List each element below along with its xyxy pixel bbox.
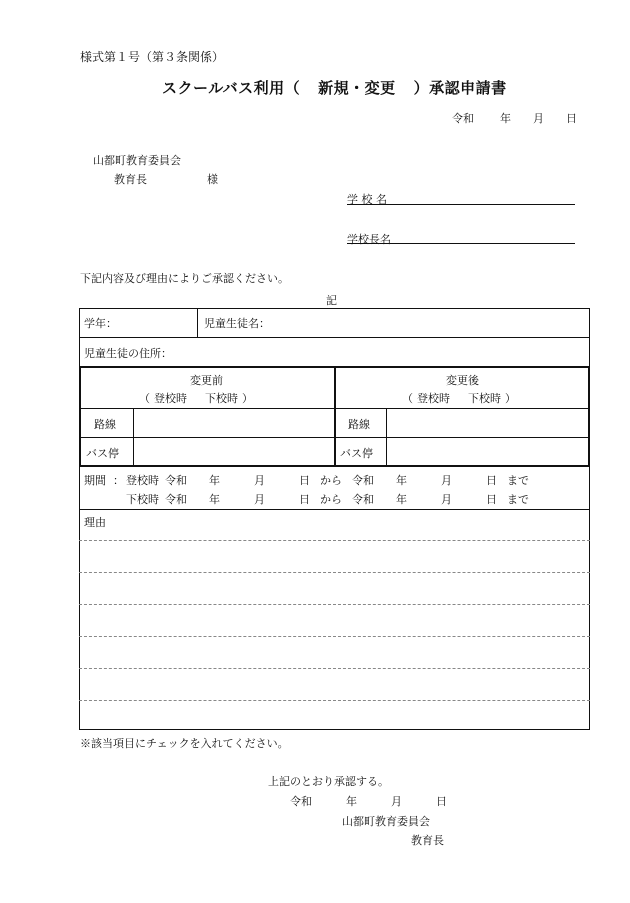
period-day-end: 日 — [486, 493, 497, 506]
application-date — [452, 110, 577, 126]
after-subheading — [402, 390, 516, 406]
period-until: まで — [507, 474, 529, 487]
grade-label: 学年： — [84, 317, 117, 330]
before-stop-field[interactable] — [136, 439, 331, 464]
approval-era: 令和 — [290, 795, 312, 808]
student-name-field[interactable] — [275, 310, 585, 335]
col-divider — [197, 308, 198, 337]
after-sub-close: ） — [505, 392, 516, 405]
period-row-leave — [126, 491, 529, 507]
before-sub-open: （ — [139, 392, 150, 405]
period-year: 年 — [209, 493, 220, 506]
reason-line — [79, 668, 590, 669]
reason-line — [79, 636, 590, 637]
reason-field[interactable] — [82, 530, 587, 726]
period-from: から — [320, 474, 342, 487]
reason-line — [79, 700, 590, 701]
note-text: ※該当項目にチェックを入れてください。 — [80, 737, 289, 750]
date-month: 月 — [533, 112, 544, 125]
reason-line — [79, 604, 590, 605]
date-year: 年 — [500, 112, 511, 125]
grade-field[interactable] — [125, 310, 195, 335]
approval-org: 山都町教育委員会 — [342, 815, 430, 828]
before-route-label: 路線 — [94, 418, 116, 431]
period-from: から — [320, 493, 342, 506]
period-era: 令和 — [165, 474, 187, 487]
period-year: 年 — [209, 474, 220, 487]
addressee-org: 山都町教育委員会 — [93, 154, 181, 167]
period-month-end: 月 — [441, 493, 452, 506]
row-divider — [79, 337, 590, 338]
period-day: 日 — [299, 493, 310, 506]
address-field[interactable] — [180, 340, 585, 364]
school-name-field[interactable] — [347, 204, 575, 205]
period-until: まで — [507, 493, 529, 506]
before-sub-close: ） — [242, 392, 253, 405]
period-day-end: 日 — [486, 474, 497, 487]
before-arrive-option[interactable]: 登校時 — [154, 392, 187, 405]
after-stop-label: バス停 — [340, 447, 373, 460]
ki-heading: 記 — [326, 294, 337, 307]
after-route-field[interactable] — [389, 410, 585, 435]
approval-statement: 上記のとおり承認する。 — [268, 775, 389, 788]
before-heading: 変更前 — [190, 374, 223, 387]
form-number: 様式第１号（第３条関係） — [80, 50, 225, 64]
period-kind: 下校時 — [126, 493, 159, 506]
before-leave-option[interactable]: 下校時 — [205, 392, 238, 405]
before-stop-label: バス停 — [86, 447, 119, 460]
document-title — [162, 77, 507, 98]
title-suffix: ）承認申請書 — [413, 79, 507, 97]
col-divider — [386, 408, 387, 467]
approval-date — [290, 793, 447, 809]
after-sub-open: （ — [402, 392, 413, 405]
reason-label: 理由 — [84, 516, 106, 529]
period-kind: 登校時 — [126, 474, 159, 487]
approval-year: 年 — [346, 795, 357, 808]
period-era-end: 令和 — [352, 474, 374, 487]
after-heading: 変更後 — [446, 374, 479, 387]
after-route-label: 路線 — [348, 418, 370, 431]
before-route-field[interactable] — [136, 410, 331, 435]
principal-name-label: 学校長名 — [347, 233, 391, 246]
period-row-arrive — [126, 472, 529, 488]
after-leave-option[interactable]: 下校時 — [468, 392, 501, 405]
col-divider — [133, 408, 134, 467]
before-after-divider — [334, 366, 336, 467]
after-stop-field[interactable] — [389, 439, 585, 464]
intro-text: 下記内容及び理由によりご承認ください。 — [80, 272, 289, 285]
period-month-end: 月 — [441, 474, 452, 487]
principal-name-field[interactable] — [347, 243, 575, 244]
address-label: 児童生徒の住所： — [84, 347, 172, 360]
school-name-label: 学 校 名 — [347, 193, 387, 206]
addressee-honorific: 様 — [207, 173, 218, 186]
approval-month: 月 — [391, 795, 402, 808]
period-year-end: 年 — [396, 474, 407, 487]
reason-line — [79, 572, 590, 573]
period-day: 日 — [299, 474, 310, 487]
approval-day: 日 — [436, 795, 447, 808]
row-divider — [79, 437, 590, 438]
period-year-end: 年 — [396, 493, 407, 506]
row-divider — [79, 509, 590, 510]
period-era: 令和 — [165, 493, 187, 506]
period-colon: ： — [113, 474, 124, 487]
date-day: 日 — [566, 112, 577, 125]
before-subheading — [139, 390, 253, 406]
period-era-end: 令和 — [352, 493, 374, 506]
title-options: 新規・変更 — [318, 79, 396, 97]
approval-role: 教育長 — [411, 834, 444, 847]
reason-line — [79, 540, 590, 541]
row-divider — [79, 408, 590, 409]
date-era: 令和 — [452, 112, 474, 125]
period-month: 月 — [254, 493, 265, 506]
period-month: 月 — [254, 474, 265, 487]
after-arrive-option[interactable]: 登校時 — [417, 392, 450, 405]
addressee-role: 教育長 — [114, 173, 147, 186]
student-name-label: 児童生徒名： — [204, 317, 270, 330]
period-label: 期間 — [84, 474, 106, 487]
title-prefix: スクールバス利用（ — [162, 79, 301, 97]
